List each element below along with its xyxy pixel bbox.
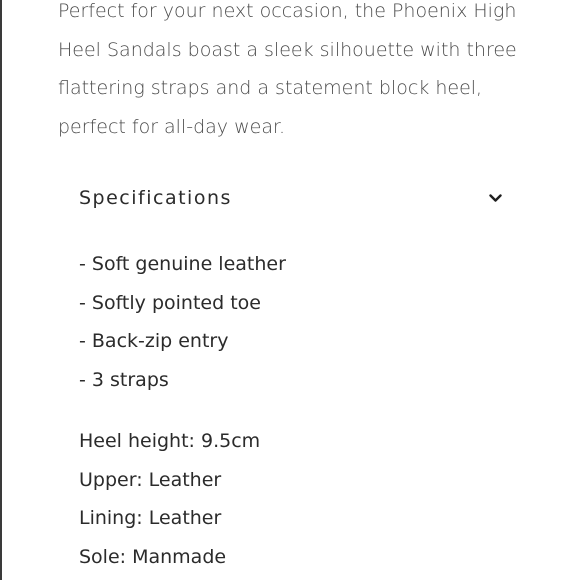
spec-detail-sole: Sole: Manmade [79,546,227,569]
spec-detail-upper: Upper: Leather [79,468,222,491]
spec-feature-item: - Soft genuine leather [79,253,286,275]
spec-detail-heel-height: Heel height: 9.5cm [79,430,261,452]
specifications-feature-list [79,245,286,400]
spec-feature-item: - 3 straps [79,369,169,392]
spec-feature-item: - Softly pointed toe [79,291,261,314]
spec-detail-lining: Lining: Leather [79,507,222,530]
specifications-title: Specifications [79,187,232,209]
specifications-accordion-toggle[interactable] [79,180,504,216]
chevron-down-icon[interactable] [488,191,502,205]
product-description: Perfect for your next occasion, the Phoenix High Heel Sandals boast a sleek silhouette with three flattering straps and a statement block heel, perfect for all-day wear. [58,0,517,139]
left-border-rule [0,0,2,580]
spec-feature-item: - Back-zip entry [79,330,229,353]
specifications-detail-list [79,422,260,577]
